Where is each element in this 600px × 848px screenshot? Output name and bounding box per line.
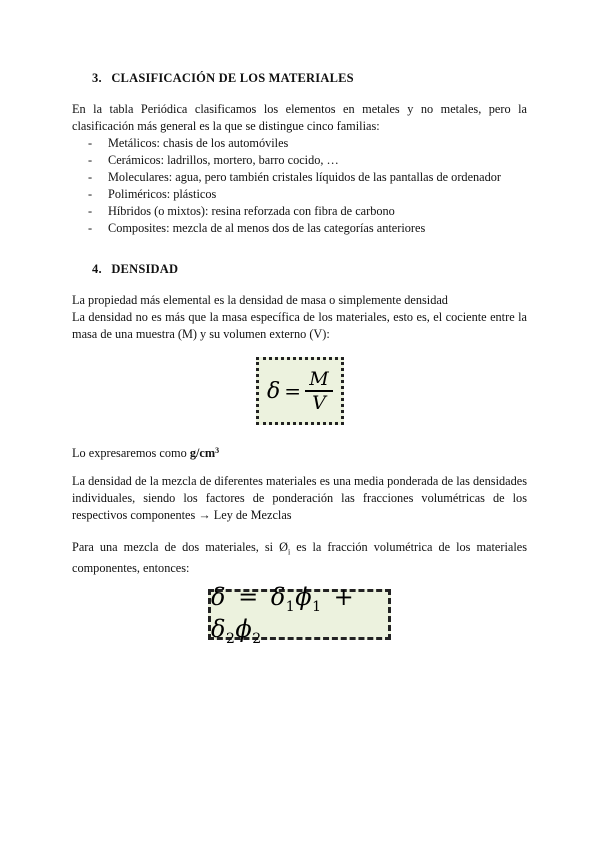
- mix-t1-sub: 1: [285, 598, 296, 615]
- units-line: [72, 442, 527, 462]
- mix-plus: +: [333, 582, 355, 611]
- material-families-list: [72, 135, 527, 237]
- list-item: - Cerámicos: ladrillos, mortero, barro cocido, …: [72, 152, 527, 169]
- mixture-formula: [211, 583, 388, 647]
- mix-lhs: δ: [211, 582, 226, 611]
- units-value: [190, 446, 219, 460]
- phi-symbol: Ø: [279, 540, 288, 554]
- section-4-title: DENSIDAD: [111, 262, 179, 276]
- mixture-paragraph: La densidad de la mezcla de diferentes materiales es una media ponderada de las densidades individuales, siendo los factores de ponderación las fracciones volumétricas de los respectivos componentes → Ley de Mezclas: [72, 474, 527, 522]
- mix-t1: δ: [270, 582, 286, 611]
- section-3-number: 3.: [92, 71, 102, 85]
- mix-t4: ϕ: [235, 614, 253, 643]
- units-base: g/cm: [189, 446, 216, 460]
- p4-after: es la fracción volumétrica de los materiales componentes, entonces:: [72, 540, 528, 576]
- density-definition-line: La propiedad más elemental es la densidad de masa o simplemente densidad: [72, 293, 448, 307]
- mix-t3: δ: [211, 614, 226, 643]
- p4-before: Para una mezcla de dos materiales, si: [72, 540, 274, 554]
- list-item: - Moleculares: agua, pero también cristales líquidos de las pantallas de ordenador: [72, 169, 527, 186]
- formula-fraction: [305, 368, 333, 413]
- density-formula-box: [256, 357, 344, 425]
- list-item: - Composites: mezcla de al menos dos de las categorías anteriores: [72, 220, 527, 237]
- mix-t4-sub: 2: [252, 630, 262, 647]
- section-3-intro: En la tabla Periódica clasificamos los elementos en metales y no metales, pero la clasificación más general es la que se distingue cinco familias:: [72, 102, 527, 133]
- list-item: - Híbridos (o mixtos): resina reforzada con fibra de carbono: [72, 203, 527, 220]
- formula-denominator: V: [312, 391, 326, 414]
- density-explanation: La densidad no es más que la masa específica de los materiales, esto es, el cociente entre la masa de una muestra (M) y su volumen externo (V):: [72, 310, 527, 341]
- units-exponent: 3: [215, 446, 220, 455]
- section-4-number: 4.: [92, 262, 102, 276]
- section-3-title: CLASIFICACIÓN DE LOS MATERIALES: [111, 71, 354, 85]
- mixture-formula-box: [208, 582, 391, 647]
- list-item: - Metálicos: chasis de los automóviles: [72, 135, 527, 152]
- mix-equals: =: [238, 582, 259, 611]
- phi-subscript: i: [287, 547, 291, 557]
- list-item: - Poliméricos: plásticos: [72, 186, 527, 203]
- formula-delta: δ: [266, 378, 281, 404]
- mix-t2: ϕ: [295, 582, 313, 611]
- formula-numerator: M: [309, 368, 329, 391]
- section-3-heading: [92, 71, 354, 86]
- units-prefix: Lo expresaremos como: [72, 446, 187, 460]
- section-4-heading: [92, 262, 178, 277]
- two-material-paragraph: [72, 539, 527, 577]
- formula-equals: =: [284, 379, 301, 403]
- mix-t2-sub: 1: [312, 598, 322, 615]
- mix-t3-sub: 2: [225, 630, 236, 647]
